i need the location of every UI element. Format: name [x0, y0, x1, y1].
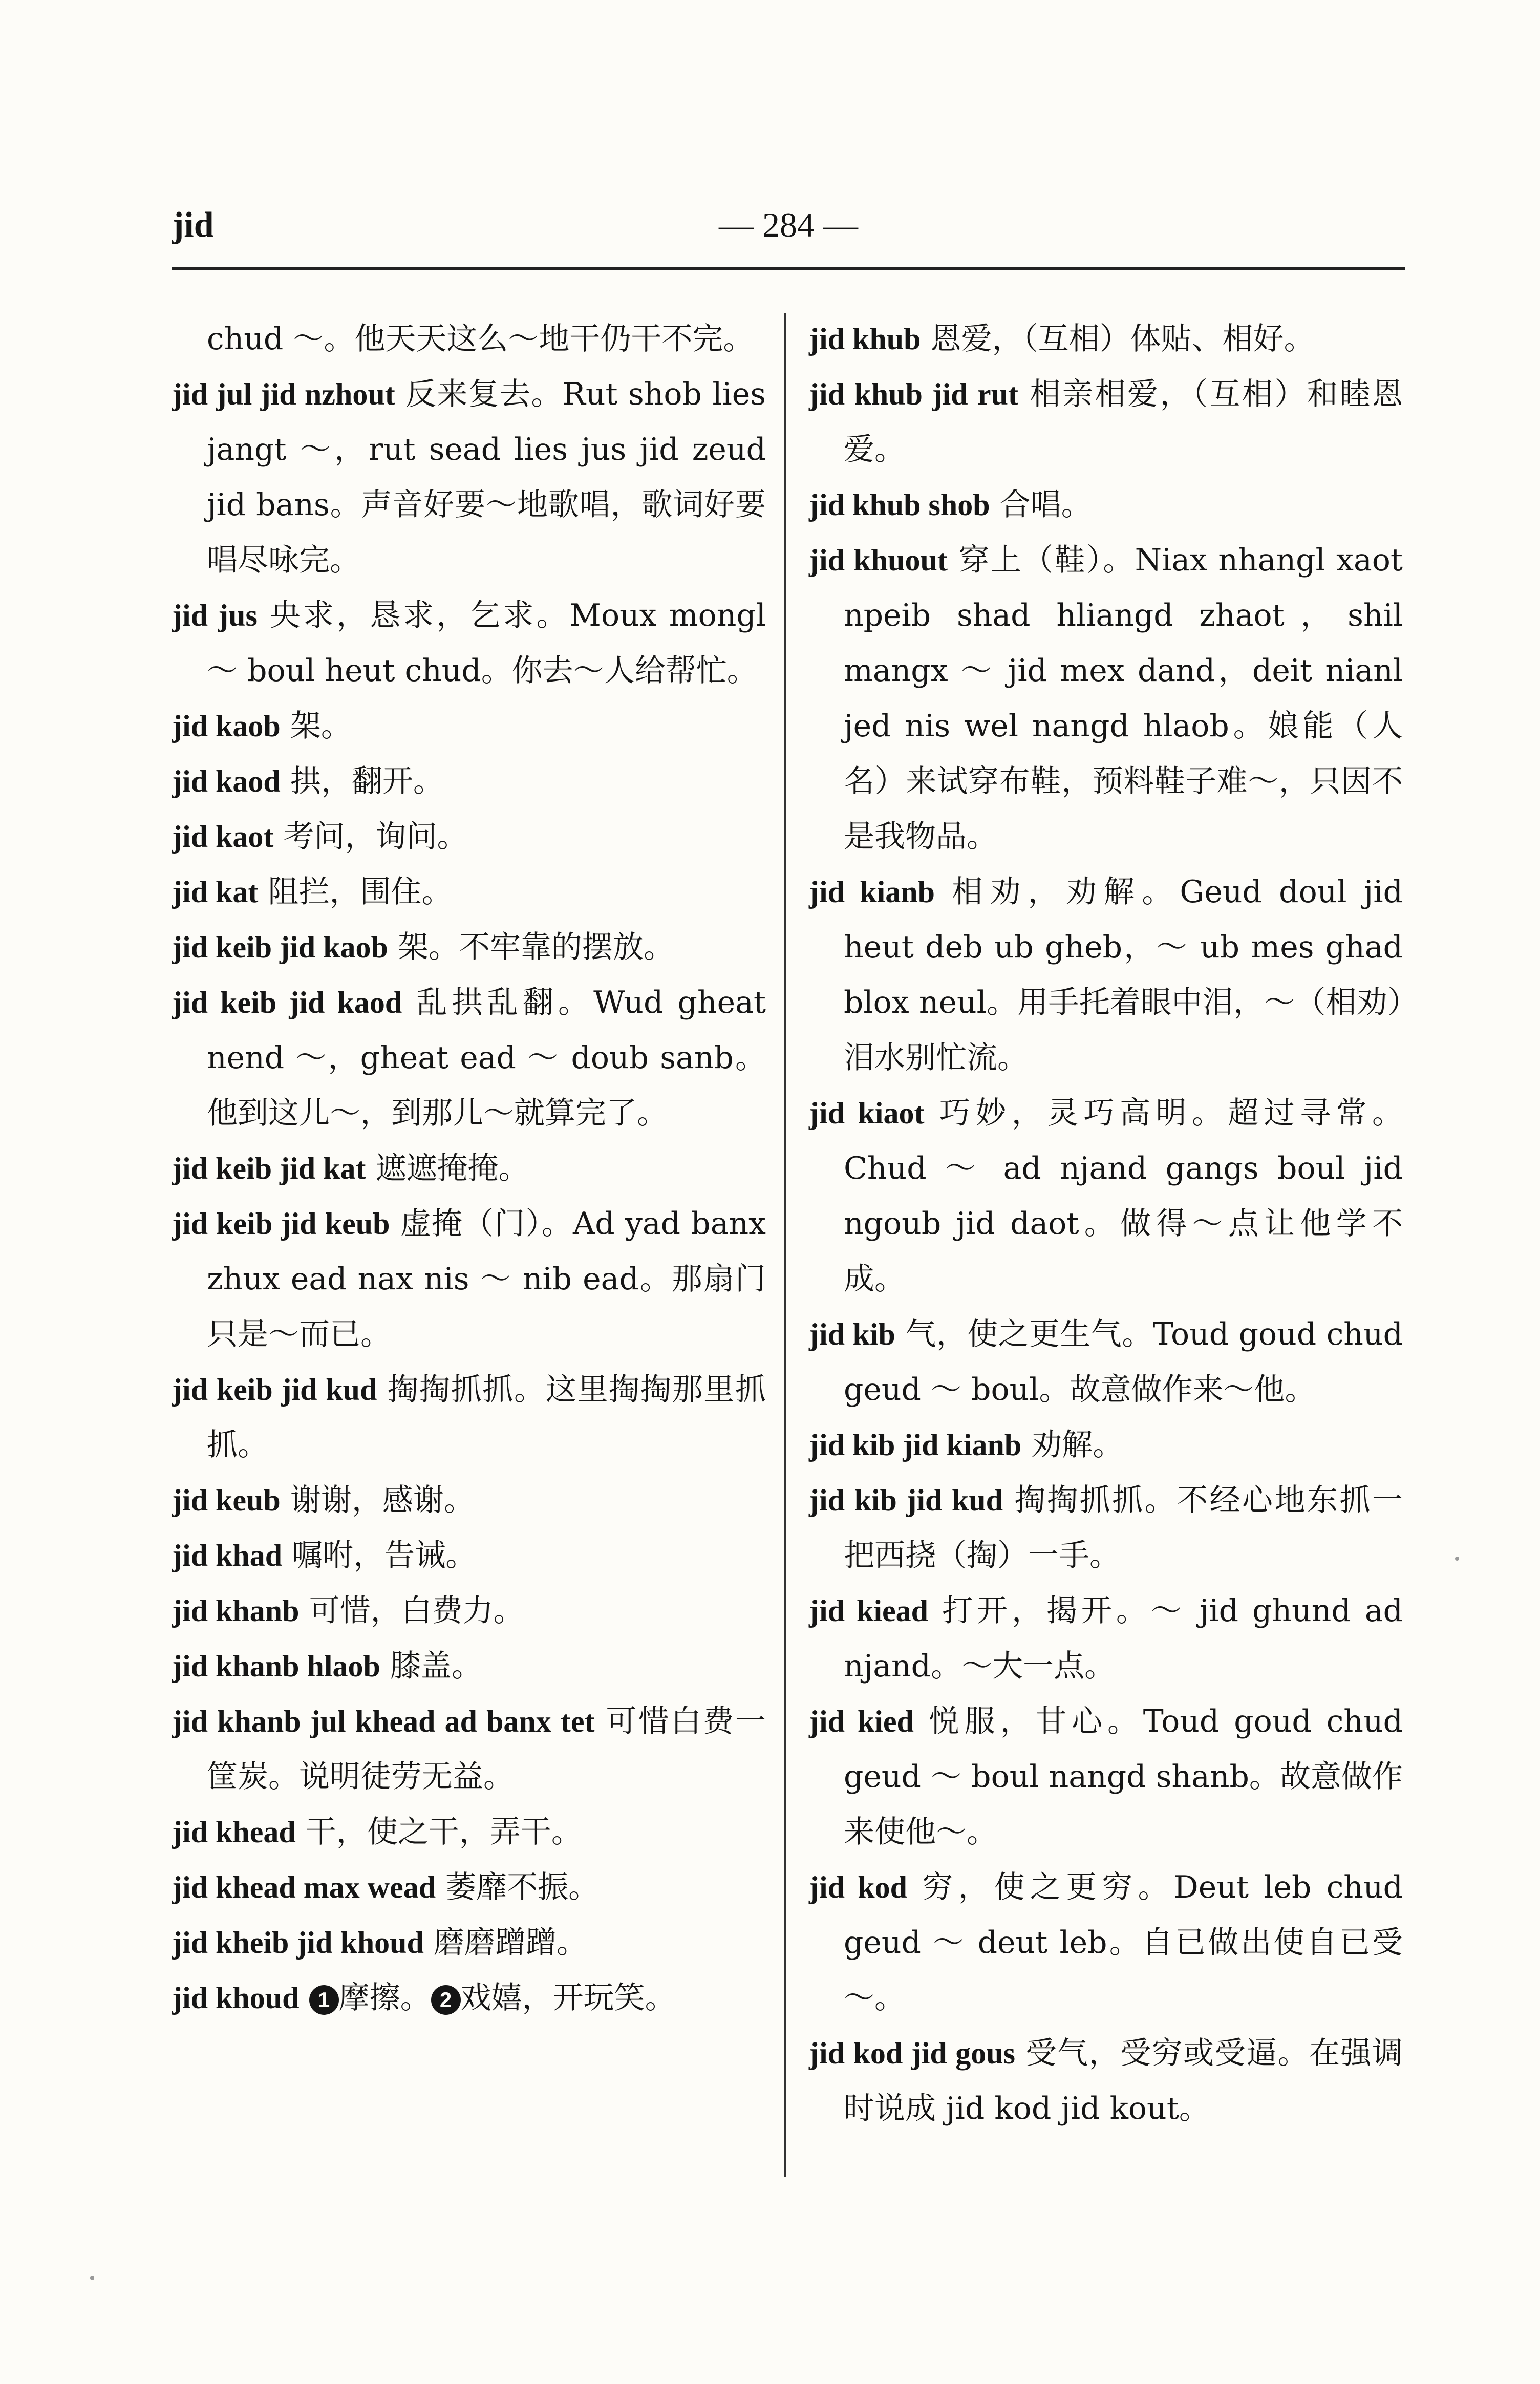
entry-headword: jid kiead: [809, 1594, 929, 1628]
entry-headword: jid keib jid kud: [172, 1373, 377, 1407]
entry-definition: 干，使之干，弄干。: [295, 1814, 582, 1850]
left-column: [172, 311, 766, 2026]
entry-definition: 考问，询问。: [273, 819, 468, 855]
entry-headword: jid kod jid gous: [809, 2036, 1015, 2070]
dictionary-entry: [172, 1694, 766, 1804]
entry-headword: jid khoud: [172, 1981, 300, 2015]
entry-definition: 打开，揭开。～ jid ghund ad njand。～大一点。: [844, 1593, 1403, 1684]
entry-definition: 反来复去。Rut shob lies jangt ～，rut sead lies jus jid zeud jid bans。声音好要～地歌唱，歌词好要唱尽咏完。: [207, 376, 766, 578]
dictionary-entry: [172, 809, 766, 864]
entry-definition: 虚掩（门）。Ad yad banx zhux ead nax nis ～ nib ead。那扇门只是～而已。: [207, 1206, 766, 1352]
entry-headword: jid keib jid kaob: [172, 930, 388, 964]
dictionary-entry: [172, 1473, 766, 1528]
entry-definition: 巧妙，灵巧高明。超过寻常。Chud ～ ad njand gangs boul jid ngoub jid daot。做得～点让他学不成。: [844, 1095, 1403, 1297]
entry-definition: 穷，使之更穷。Deut leb chud geud ～ deut leb。自已做出使自已受～。: [844, 1869, 1403, 2016]
dictionary-entry: [172, 1141, 766, 1196]
column-divider: [784, 313, 786, 2177]
dictionary-entry: [809, 2026, 1403, 2136]
dictionary-entry: [809, 1583, 1403, 1694]
entry-headword: jid khanb: [172, 1594, 300, 1628]
entry-headword: jid kib: [809, 1317, 895, 1351]
page-header: [172, 205, 1405, 261]
entry-definition: 穿上（鞋）。Niax nhangl xaot npeib shad hliangd zhaot，shil mangx ～ jid mex dand，deit nianl jed nis wel nangd hlaob。娘能（人名）来试穿布鞋，预料鞋子难～，只因不是我物品。: [844, 542, 1403, 855]
entry-definition: 掏掏抓抓。这里掏掏那里抓抓。: [207, 1372, 766, 1463]
dictionary-entry: [809, 1473, 1403, 1583]
entry-headword: jid jus: [172, 599, 258, 632]
entry-headword: jid kheib jid khoud: [172, 1926, 424, 1960]
dictionary-entry: [172, 311, 766, 367]
entry-definition: 嘱咐，告诫。: [282, 1538, 477, 1573]
entry-headword: jid kianb: [809, 875, 935, 909]
dictionary-entry: [809, 1307, 1403, 1417]
dictionary-entry: [172, 588, 766, 698]
dictionary-entry: [809, 864, 1403, 1085]
running-head: jid: [172, 205, 214, 245]
dictionary-entry: [172, 1970, 766, 2026]
sense-number-badge: 2: [431, 1985, 461, 2015]
entry-definition: 劝解。: [1021, 1427, 1124, 1463]
sense-number-badge: 1: [309, 1985, 339, 2015]
entry-definition: 架。不牢靠的摆放。: [388, 929, 674, 965]
dictionary-entry: [172, 1638, 766, 1694]
entry-headword: jid keib jid kat: [172, 1152, 366, 1185]
entry-headword: jid khead: [172, 1815, 296, 1849]
header-rule: [172, 267, 1405, 270]
entry-definition: 相亲相爱，（互相）和睦恩爱。: [844, 376, 1403, 467]
dictionary-entry: [809, 1417, 1403, 1473]
entry-definition: 阻拦，围住。: [258, 874, 453, 910]
entry-headword: jid keub: [172, 1483, 281, 1517]
dictionary-entry: [809, 367, 1403, 477]
entry-headword: jid kod: [809, 1870, 907, 1904]
entry-definition: 相劝，劝解。Geud doul jid heut deb ub gheb，～ ub mes ghad blox neul。用手托着眼中泪，～（相劝）泪水别忙流。: [844, 874, 1403, 1076]
entry-headword: jid khub jid rut: [809, 377, 1018, 411]
entry-headword: jid khead max wead: [172, 1870, 436, 1904]
entry-definition: 央求，恳求，乞求。Moux mongl ～ boul heut chud。你去～人给帮忙。: [207, 598, 766, 689]
dictionary-entry: [172, 1583, 766, 1638]
entry-headword: jid kat: [172, 875, 259, 909]
speck-mark: [90, 2276, 94, 2280]
dictionary-entry: [172, 698, 766, 754]
entry-headword: jid jul jid nzhout: [172, 377, 395, 411]
entry-definition: 气，使之更生气。Toud goud chud geud ～ boul。故意做作来～他。: [844, 1316, 1403, 1408]
entry-headword: jid kib jid kud: [809, 1483, 1003, 1517]
dictionary-entry: [172, 1196, 766, 1362]
entry-headword: jid khuout: [809, 543, 948, 577]
dictionary-entry: [809, 1694, 1403, 1860]
dictionary-entry: [809, 1085, 1403, 1307]
entry-definition: 磨磨蹭蹭。: [423, 1925, 588, 1961]
entry-definition: 谢谢，感谢。: [280, 1482, 475, 1518]
entry-headword: jid kaod: [172, 764, 281, 798]
dictionary-entry: [172, 1915, 766, 1970]
entry-headword: jid keib jid kaod: [172, 986, 402, 1019]
entry-definition: 受气，受穷或受逼。在强调时说成 jid kod jid kout。: [844, 2035, 1403, 2126]
dictionary-entry: [809, 533, 1403, 864]
dictionary-entry: [172, 864, 766, 920]
entry-headword: jid kiaot: [809, 1096, 925, 1130]
sense-text: 摩擦。: [338, 1980, 431, 2016]
entry-definition: [300, 1980, 309, 2016]
sense-text: 戏嬉，开玩笑。: [460, 1980, 676, 2016]
entry-headword: jid khad: [172, 1539, 283, 1572]
dictionary-entry: [809, 477, 1403, 533]
dictionary-entry: [172, 1804, 766, 1860]
entry-definition: 膝盖。: [380, 1648, 482, 1684]
entry-headword: jid khub: [809, 322, 921, 356]
entry-definition: 可惜，白费力。: [299, 1593, 524, 1629]
dictionary-entry: [172, 920, 766, 975]
entry-headword: jid khanb hlaob: [172, 1649, 380, 1683]
entry-definition: 遮遮掩掩。: [366, 1151, 529, 1186]
entry-definition: 萎靡不振。: [436, 1869, 600, 1905]
entry-definition: 架。: [280, 708, 352, 744]
entry-headword: jid kib jid kianb: [809, 1428, 1022, 1462]
dictionary-entry: [172, 367, 766, 588]
entry-definition: chud ～。他天天这么～地干仍干不完。: [207, 321, 754, 357]
entry-headword: jid kaob: [172, 709, 281, 743]
entry-headword: jid keib jid keub: [172, 1207, 390, 1241]
dictionary-entry: [809, 1860, 1403, 2026]
entry-definition: 恩爱，（互相）体贴、相好。: [921, 321, 1315, 357]
dictionary-entry: [172, 1860, 766, 1915]
entry-headword: jid kaot: [172, 820, 274, 854]
dictionary-entry: [172, 1362, 766, 1473]
dictionary-entry: [172, 1528, 766, 1583]
entry-definition: 乱拱乱翻。Wud gheat nend ～，gheat ead ～ doub sanb。他到这儿～，到那儿～就算完了。: [207, 985, 766, 1131]
entry-definition: 合唱。: [990, 487, 1092, 523]
right-column: [809, 311, 1403, 2136]
entry-definition: 可惜白费一筐炭。说明徒劳无益。: [207, 1704, 766, 1795]
entry-headword: jid kied: [809, 1705, 914, 1738]
speck-mark: [1455, 1557, 1459, 1561]
page-number: — 284 —: [719, 205, 858, 244]
entry-definition: 拱，翻开。: [280, 763, 444, 799]
entry-headword: jid khanb jul khead ad banx tet: [172, 1705, 595, 1738]
dictionary-entry: [172, 975, 766, 1141]
entry-definition: 悦服，甘心。Toud goud chud geud ～ boul nangd shanb。故意做作来使他～。: [844, 1704, 1403, 1850]
dictionary-entry: [809, 311, 1403, 367]
entry-headword: jid khub shob: [809, 488, 990, 522]
entry-definition: 掏掏抓抓。不经心地东抓一把西挠（掏）一手。: [844, 1482, 1403, 1573]
dictionary-entry: [172, 754, 766, 809]
